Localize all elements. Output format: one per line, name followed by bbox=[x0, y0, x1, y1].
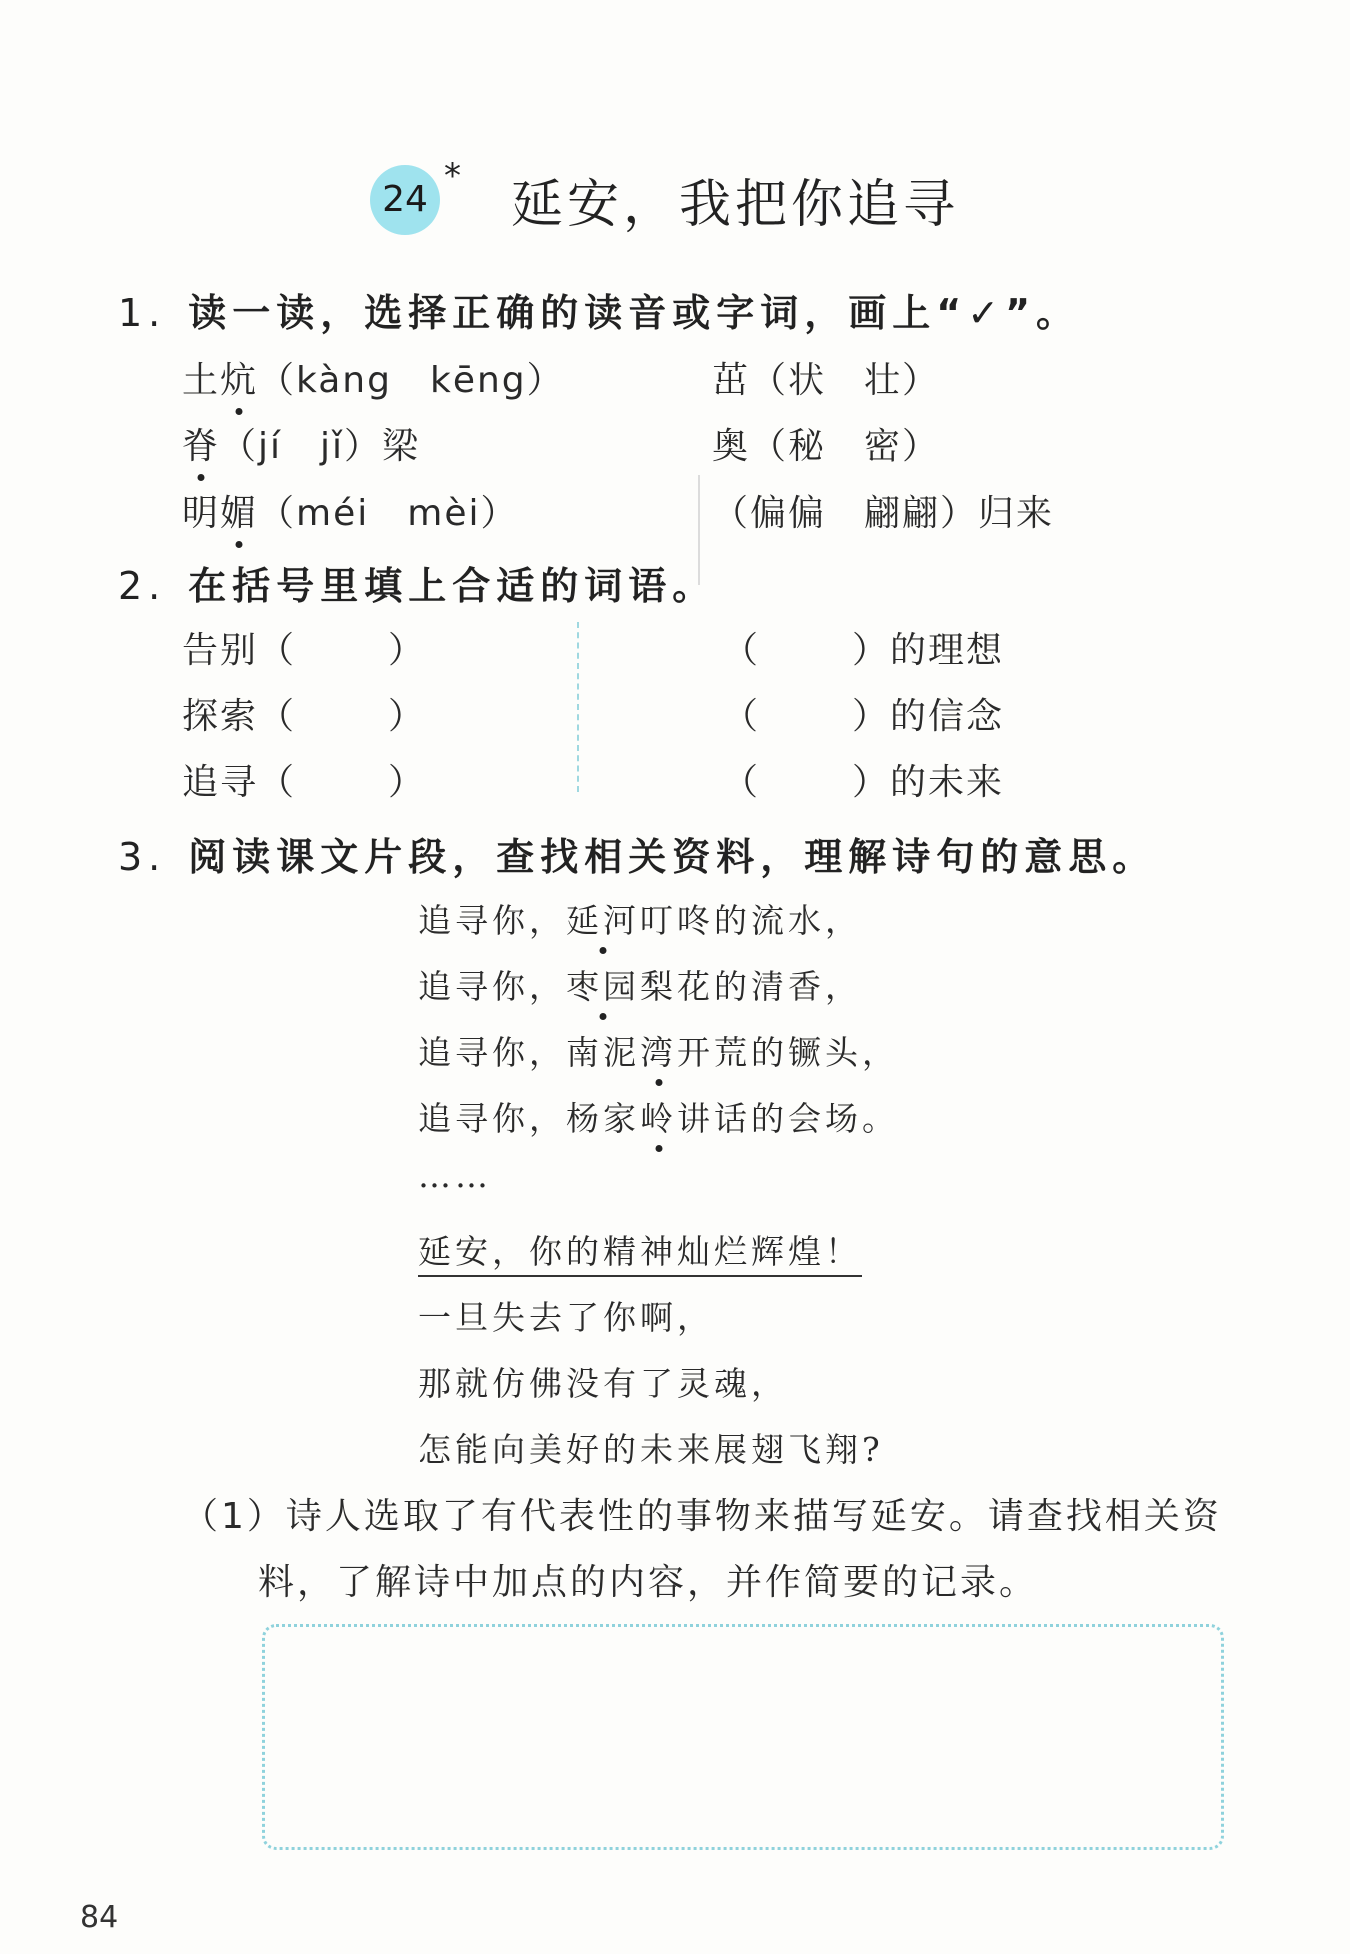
q2-left-item-1[interactable]: 告别（ ） bbox=[182, 630, 427, 671]
poem-underlined-line: 延安，你的精神灿烂辉煌！ bbox=[418, 1226, 862, 1273]
question-2-heading: 2. 在括号里填上合适的词语。 bbox=[118, 564, 717, 608]
lesson-title bbox=[370, 156, 960, 237]
question-3-heading: 3. 阅读课文片段，查找相关资料，理解诗句的意思。 bbox=[118, 835, 1157, 879]
answer-box[interactable] bbox=[262, 1624, 1224, 1850]
q1-item-2[interactable]: 脊（jí jǐ）梁 bbox=[182, 418, 420, 469]
q1-item-5[interactable]: 奥（秘 密） bbox=[712, 426, 941, 467]
page-number: 84 bbox=[80, 1900, 119, 1935]
q3-subquestion-1: （1）诗人选取了有代表性的事物来描写延安。请查找相关资 料，了解诗中加点的内容，并作简要的记录。 bbox=[182, 1496, 1222, 1603]
q2-left-item-3[interactable]: 追寻（ ） bbox=[182, 762, 427, 803]
poem-line: 追寻你，延河叮咚的流水， bbox=[418, 895, 862, 942]
q1-item-1[interactable]: 土炕（kàng kēng） bbox=[182, 352, 565, 403]
q1-item-4[interactable]: 茁（状 壮） bbox=[712, 360, 941, 401]
q2-right-item-2[interactable]: （ ）的信念 bbox=[722, 696, 1005, 737]
q2-left-item-2[interactable]: 探索（ ） bbox=[182, 696, 427, 737]
lesson-star: * bbox=[444, 156, 461, 196]
q1-item-6[interactable]: （偏偏 翩翩）归来 bbox=[712, 493, 1055, 534]
q2-right-item-3[interactable]: （ ）的未来 bbox=[722, 762, 1005, 803]
q1-item-3[interactable]: 明媚（méi mèi） bbox=[182, 485, 518, 536]
poem-line: 那就仿佛没有了灵魂， bbox=[418, 1364, 788, 1403]
lesson-number-badge: 24 bbox=[370, 165, 440, 235]
poem-line: 追寻你，南泥湾开荒的镢头， bbox=[418, 1027, 899, 1074]
dashed-divider bbox=[577, 622, 579, 792]
question-1-heading: 1. 读一读，选择正确的读音或字词，画上“✓”。 bbox=[118, 291, 1081, 335]
poem-line: 追寻你，枣园梨花的清香， bbox=[418, 961, 862, 1008]
poem-ellipsis: …… bbox=[418, 1156, 492, 1195]
poem-line: 一旦失去了你啊， bbox=[418, 1298, 714, 1337]
lesson-title-text: 延安，我把你追寻 bbox=[511, 175, 960, 235]
poem-line: 怎能向美好的未来展翅飞翔? bbox=[418, 1430, 884, 1469]
poem-line: 追寻你，杨家岭讲话的会场。 bbox=[418, 1093, 899, 1140]
q2-right-item-1[interactable]: （ ）的理想 bbox=[722, 630, 1005, 671]
